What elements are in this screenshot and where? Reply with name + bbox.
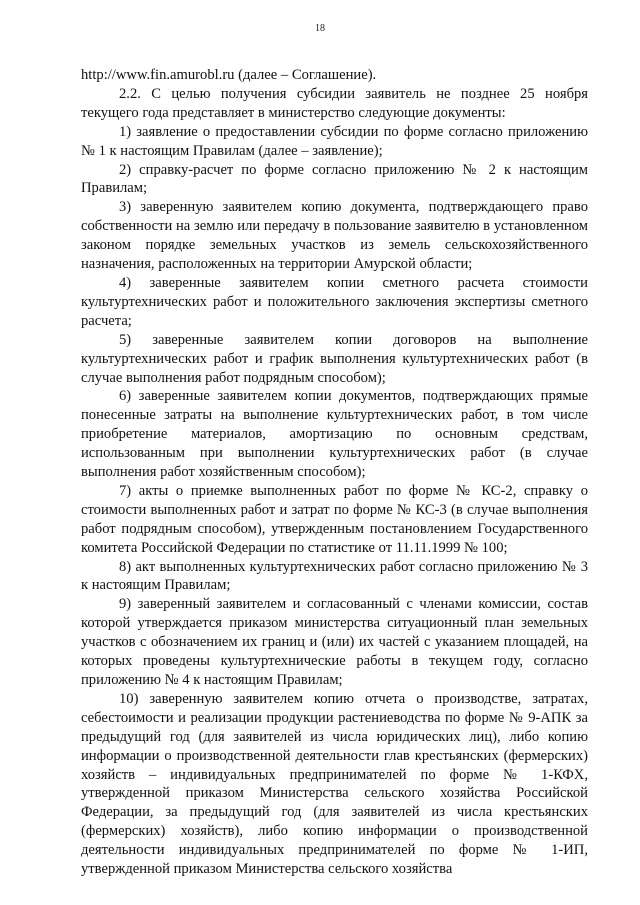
document-body [81, 66, 588, 879]
page-number: 18 [315, 23, 325, 34]
list-item-7-acceptance-acts: 7) акты о приемке выполненных работ по форме № КС-2, справку о стоимости выполненных работ и затрат по форме № КС-3 (в случае выполнения работ подрядным способом), утвержденным постановлением Государственного комитета Российской Федерации по статистике от 11.11.1999 № 100; [81, 482, 588, 556]
paragraph-2-2-intro: 2.2. С целью получения субсидии заявитель не позднее 25 ноября текущего года представляет в министерство следующие документы: [81, 85, 588, 121]
list-item-9-site-plan: 9) заверенный заявителем и согласованный с членами комиссии, состав которой утверждается приказом министерства ситуационный план земельных участков с обозначением их границ и (или) их частей с указанием площадей, на которых проведены культуртехнические работы в текущем году, согласно приложению № 4 к настоящим Правилам; [81, 596, 588, 688]
list-item-8-works-act: 8) акт выполненных культуртехнических работ согласно приложению № 3 к настоящим Правилам; [81, 558, 588, 594]
list-item-6-expenses: 6) заверенные заявителем копии документов, подтверждающих прямые понесенные затраты на выполнение культуртехнических работ, в том числе приобретение материалов, амортизацию по основным средствам, использованным при выполнении культуртехнических работ (в случае выполнения работ хозяйственным способом); [81, 388, 588, 481]
list-item-5-contracts: 5) заверенные заявителем копии договоров на выполнение культуртехнических работ и график выполнения культуртехнических работ (в случае выполнения работ подрядным способом); [81, 331, 588, 386]
list-item-4-estimate: 4) заверенные заявителем копии сметного расчета стоимости культуртехнических работ и положительного заключения экспертизы сметного расчета; [81, 274, 588, 329]
list-item-10-reports: 10) заверенную заявителем копию отчета о производстве, затратах, себестоимости и реализации продукции растениеводства по форме № 9-АПК за предыдущий год (для заявителей из числа юридических лиц), либо копию информации о производственной деятельности глав крестьянских (фермерских) хозяйств – индивидуальных предпринимателей по форме № 1-КФХ, утвержденной приказом Министерства сельского хозяйства Российской Федерации, за предыдущий год (для заявителей из числа крестьянских (фермерских) хозяйств), либо копию информации о производственной деятельности индивидуальных предпринимателей по форме № 1-ИП, утвержденной приказом Министерства сельского хозяйства [81, 690, 588, 878]
list-item-1-application: 1) заявление о предоставлении субсидии по форме согласно приложению № 1 к настоящим Правилам (далее – заявление); [81, 123, 588, 159]
paragraph-agreement-url: http://www.fin.amurobl.ru (далее – Соглашение). [81, 67, 377, 83]
list-item-3-land-rights: 3) заверенную заявителем копию документа, подтверждающего право собственности на землю или передачу в пользование заявителю в установленном законом порядке земельных участков из земель сельскохозяйственного назначения, расположенных на территории Амурской области; [81, 199, 588, 273]
list-item-2-calculation: 2) справку-расчет по форме согласно приложению № 2 к настоящим Правилам; [81, 161, 588, 197]
